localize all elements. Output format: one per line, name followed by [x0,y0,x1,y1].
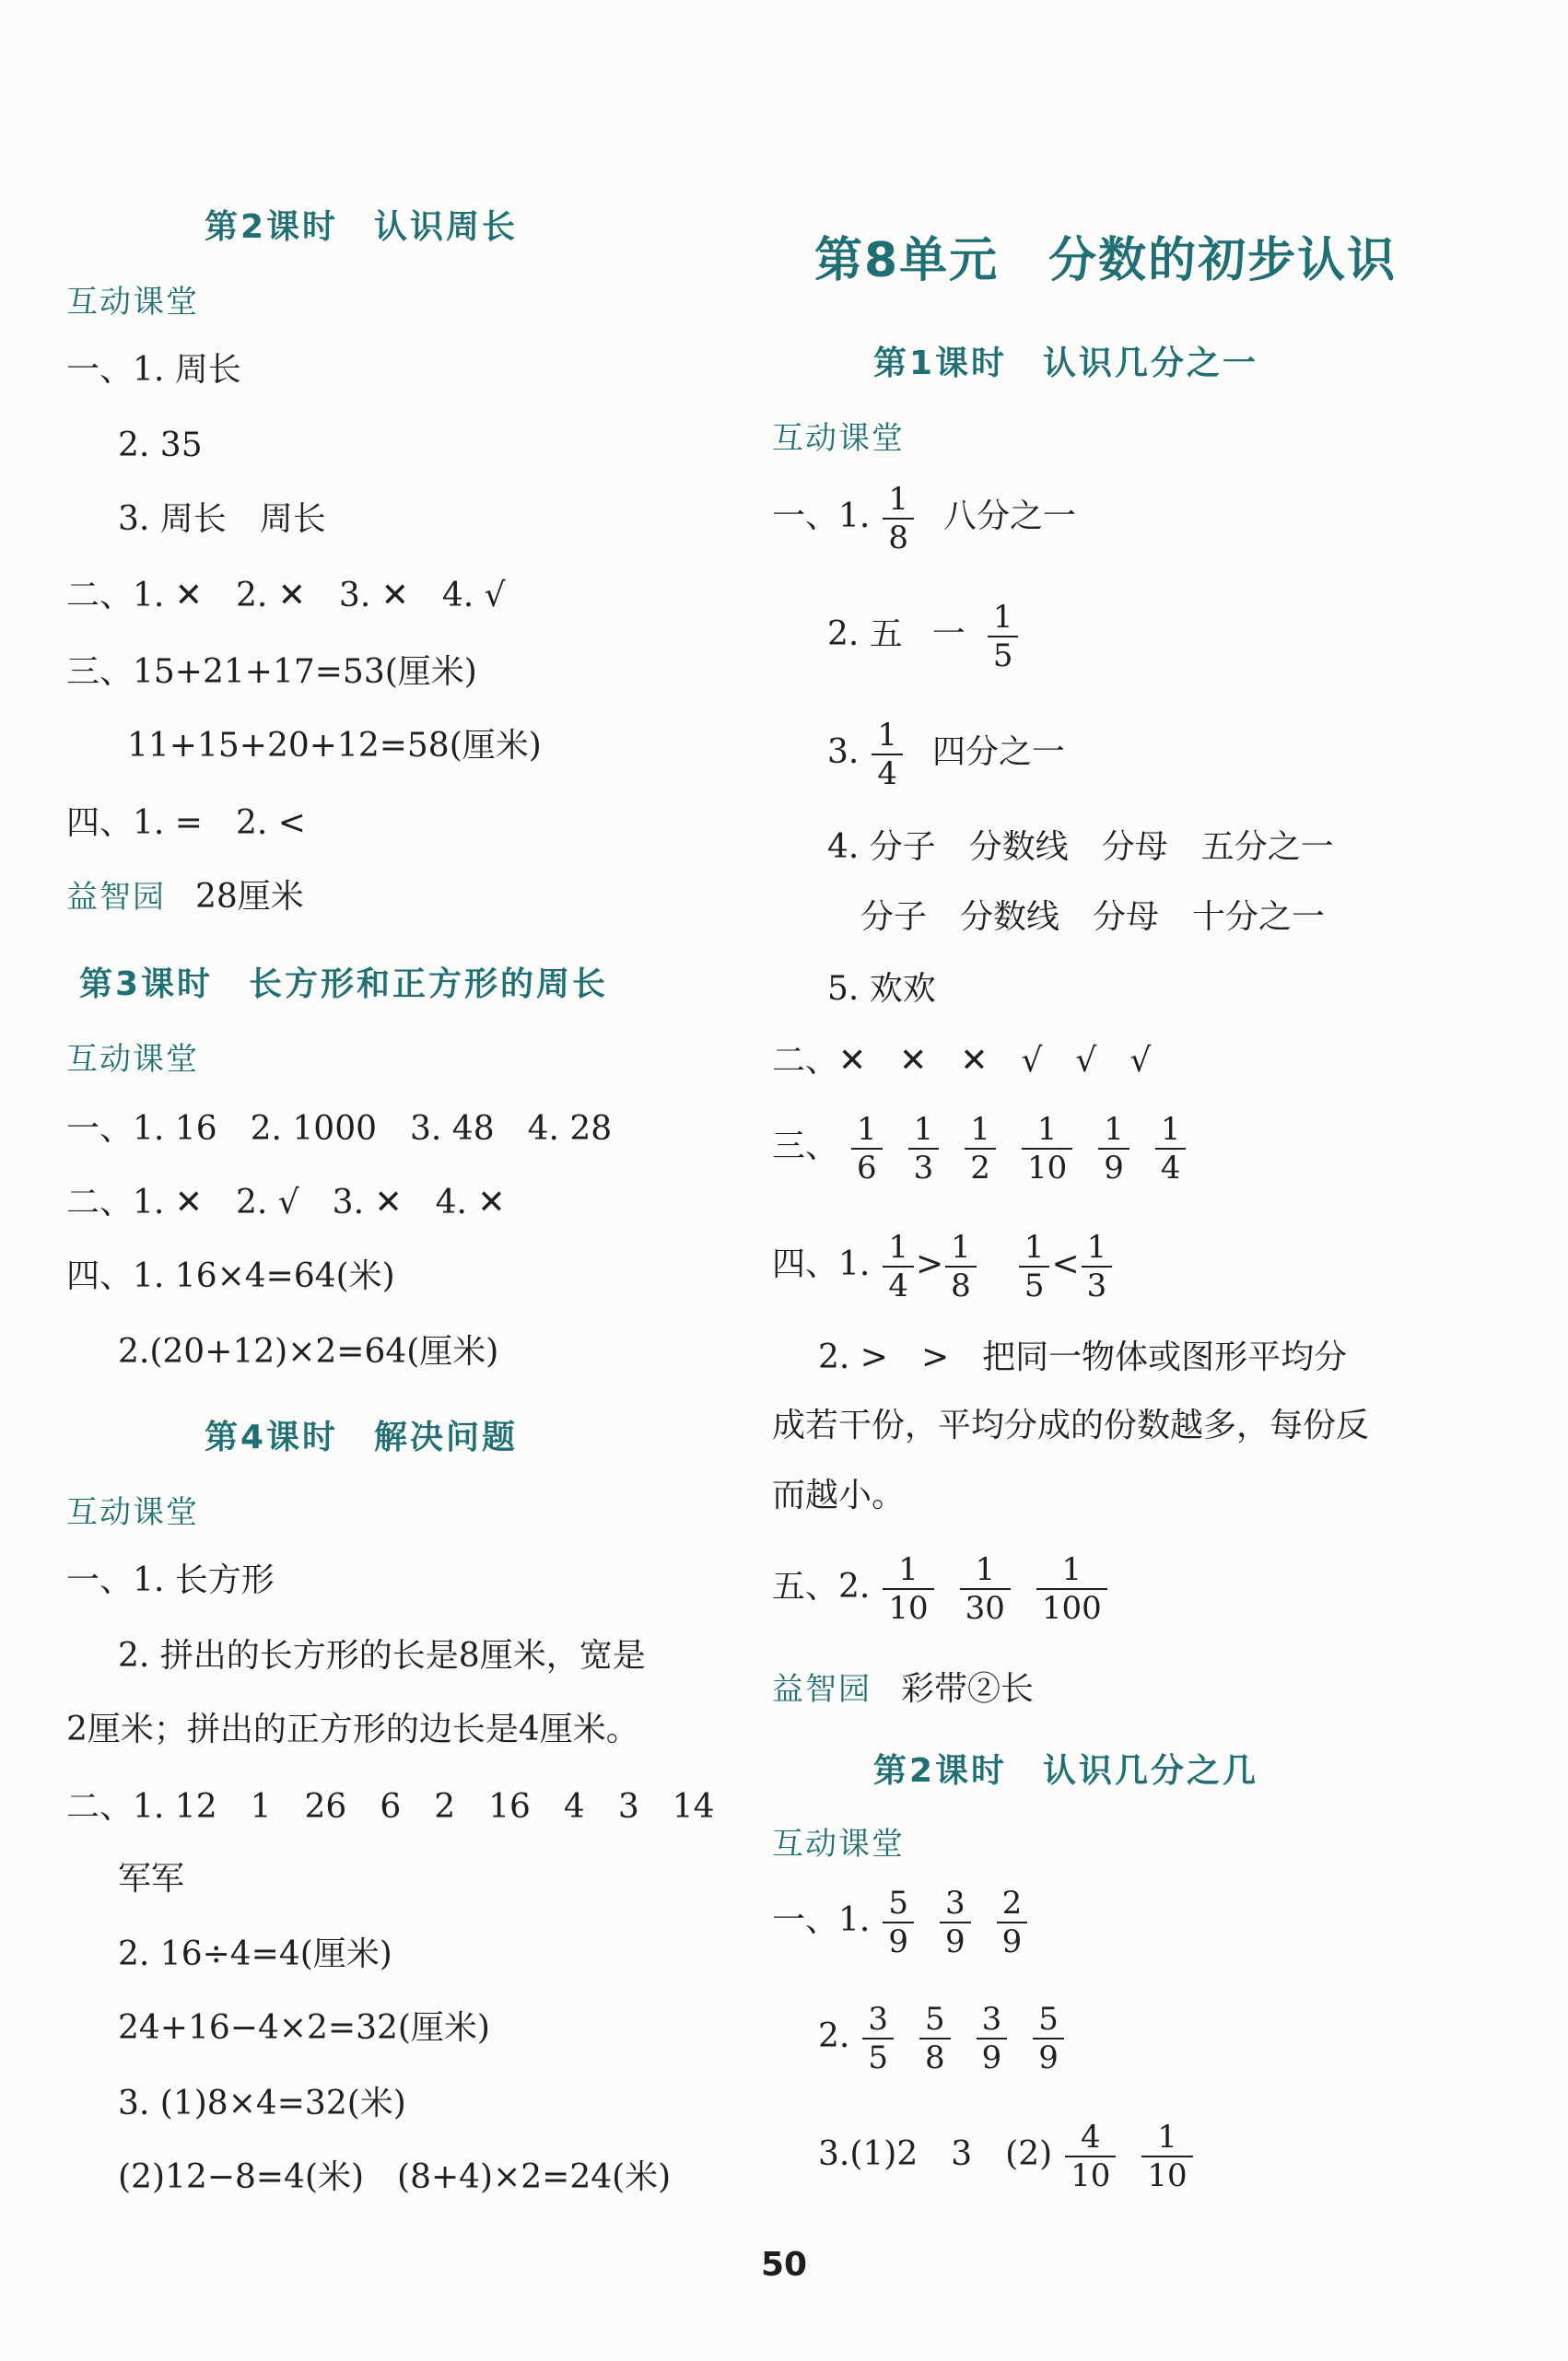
denominator: 9 [888,1923,908,1960]
denominator: 4 [1160,1150,1181,1186]
lesson-title: 第2课时 认识周长 [205,208,519,246]
denominator: 9 [1001,1923,1023,1960]
fraction [908,1111,940,1186]
denominator: 10 [888,1590,929,1627]
denominator: 100 [1041,1590,1102,1627]
section-label: 互动课堂 [772,1826,905,1863]
fraction [965,1111,996,1186]
section-label: 互动课堂 [66,1494,199,1531]
answer-line: 3. 周长 周长 [118,500,326,538]
answer-line: 11+15+20+12=58(厘米) [127,727,542,765]
answer-line: 3.(1)2 3 (2) $\frac{4}{10}$ $\frac{1}{10}$ [818,2119,1206,2194]
numerator: 3 [977,2001,1008,2040]
answer-line: 三、 $\frac{1}{6}$ $\frac{1}{3}$ $\frac{1}{2}$ $\frac{1}{10}$ $\frac{1}{9}$ $\frac{1}{4}$ [772,1111,1199,1186]
denominator: 3 [913,1150,934,1186]
answer-line: 一、1. $\frac{5}{9}$ $\frac{3}{9}$ $\frac{2}{9}$ [772,1885,1040,1960]
denominator: 9 [1038,2040,1059,2076]
answer-line: 军军 [118,1860,185,1898]
answer-line: 2. 16÷4=4(厘米) [118,1935,392,1973]
fraction [977,2001,1008,2076]
yizhi-value: 28厘米 [195,878,304,916]
denominator: 9 [981,2040,1002,2076]
numerator: 1 [1155,1111,1187,1150]
numerator: 1 [1036,1551,1107,1590]
answer-line: 而越小。 [772,1477,906,1514]
denominator: 6 [857,1150,877,1186]
item-number: 一、1. [772,497,871,535]
answer-line: 4. 分子 分数线 分母 五分之一 [827,828,1334,866]
answer-line: 2.(20+12)×2=64(厘米) [118,1333,499,1371]
numerator: 1 [908,1111,940,1150]
fraction [940,1885,971,1960]
answer-line: 3. $\frac{1}{4}$ 四分之一 [827,717,1066,792]
fraction-list [1052,2119,1206,2194]
denominator: 9 [1104,1150,1124,1186]
fraction [1033,2001,1064,2076]
numerator: 1 [883,1551,933,1590]
numerator: 3 [862,2001,894,2040]
answer-line: 成若干份，平均分成的份数越多，每份反 [772,1407,1370,1444]
lesson-title: 第3课时 长方形和正方形的周长 [79,965,609,1003]
fraction: $\frac{1}{8}$ [945,1229,977,1304]
section-label: 互动课堂 [66,284,199,321]
numerator: 5 [1033,2001,1064,2040]
denominator: 10 [1026,1150,1068,1186]
answer-line: 2. $\frac{3}{5}$ $\frac{5}{8}$ $\frac{3}{9}$ $\frac{5}{9}$ [818,2001,1077,2076]
answer-line: 分子 分数线 分母 十分之一 [860,898,1326,936]
fraction: $\frac{1}{4}$ [872,717,903,792]
denominator: 2 [970,1150,990,1186]
answer-line: 二、✕ ✕ ✕ √ √ √ [772,1042,1152,1080]
section-label: 互动课堂 [66,1041,199,1078]
answer-line: 24+16−4×2=32(厘米) [118,2009,490,2047]
section-label: 互动课堂 [772,420,905,457]
answer-line: 2. 35 [118,427,203,464]
numerator: 1 [1141,2119,1192,2157]
numerator: 1 [965,1111,996,1150]
answer-line: 2. 拼出的长方形的长是8厘米，宽是 [118,1637,646,1675]
fraction [883,1551,933,1627]
yizhi-label: 益智园 [772,1671,872,1708]
numerator: 1 [1098,1111,1129,1150]
numerator: 1 [1022,1111,1072,1150]
numerator: 1 [960,1551,1011,1590]
fraction [1022,1111,1072,1186]
numerator: 2 [997,1885,1028,1923]
fraction [851,1111,883,1186]
answer-line: 2厘米；拼出的正方形的边长是4厘米。 [66,1711,639,1748]
answer-line: (2)12−8=4(米) (8+4)×2=24(米) [118,2158,672,2196]
answer-line: 二、1. 12 1 26 6 2 16 4 3 14 [66,1788,715,1826]
answer-text: 八分之一 [943,497,1077,535]
fraction [1098,1111,1129,1186]
fraction [1155,1111,1187,1186]
denominator: 10 [1071,2157,1111,2194]
answer-line: 5. 欢欢 [827,970,936,1008]
fraction [960,1551,1011,1627]
answer-line: 一、1. 长方形 [66,1561,275,1599]
yizhi-value: 彩带②长 [901,1670,1035,1708]
fraction [1141,2119,1192,2194]
page-number: 50 [760,2246,808,2284]
fraction [1036,1551,1107,1627]
lesson-title: 第1课时 认识几分之一 [873,345,1259,382]
yizhi-line [66,877,304,918]
fraction: $\frac{1}{3}$ [1082,1229,1113,1304]
denominator: 9 [945,1923,965,1960]
answer-line: 二、1. ✕ 2. √ 3. ✕ 4. ✕ [66,1184,506,1221]
fraction: $\frac{1}{5}$ [1019,1229,1050,1304]
numerator: 4 [1065,2119,1116,2157]
unit-title: 第8单元 分数的初步认识 [814,233,1398,288]
fraction: $\frac{1}{4}$ [883,1229,914,1304]
numerator: 5 [883,1885,914,1923]
answer-line: 3. (1)8×4=32(米) [118,2085,406,2122]
denominator: 5 [868,2040,888,2076]
denominator: 8 [925,2040,945,2076]
fraction: $\frac{1}{8}$ [883,481,914,556]
answer-line: 二、1. ✕ 2. ✕ 3. ✕ 4. √ [66,577,506,614]
fraction [919,2001,951,2076]
denominator: 10 [1147,2157,1188,2194]
yizhi-line [772,1669,1034,1710]
fraction: $\frac{1}{5}$ [988,599,1019,674]
answer-line: 一、1. 16 2. 1000 3. 48 4. 28 [66,1110,613,1148]
denominator: 30 [965,1590,1005,1627]
fraction [883,1885,914,1960]
answer-line: 2. 五 一 $\frac{1}{5}$ [827,599,1031,674]
yizhi-label: 益智园 [66,879,166,916]
answer-line: 2. > > 把同一物体或图形平均分 [818,1338,1348,1376]
numerator: 3 [940,1885,971,1923]
answer-line: 四、1. = 2. < [66,804,306,842]
answer-line: 五、2. $\frac{1}{10}$ $\frac{1}{30}$ $\frac{1}{100}$ [772,1551,1120,1627]
fraction [997,1885,1028,1960]
numerator: 1 [851,1111,883,1150]
fraction [862,2001,894,2076]
fraction [1065,2119,1116,2194]
answer-line: 一、1. 周长 [66,351,241,389]
answer-line [772,481,1076,556]
lesson-title: 第2课时 认识几分之几 [873,1752,1259,1790]
answer-line: 三、15+21+17=53(厘米) [66,653,477,691]
lesson-title: 第4课时 解决问题 [205,1419,519,1456]
answer-line: 四、1. 16×4=64(米) [66,1257,395,1295]
answer-line: 四、1. $\frac{1}{4}$ > $\frac{1}{8}$ $\frac{1}{5}$ < $\frac{1}{3}$ [772,1229,1125,1304]
numerator: 5 [919,2001,951,2040]
